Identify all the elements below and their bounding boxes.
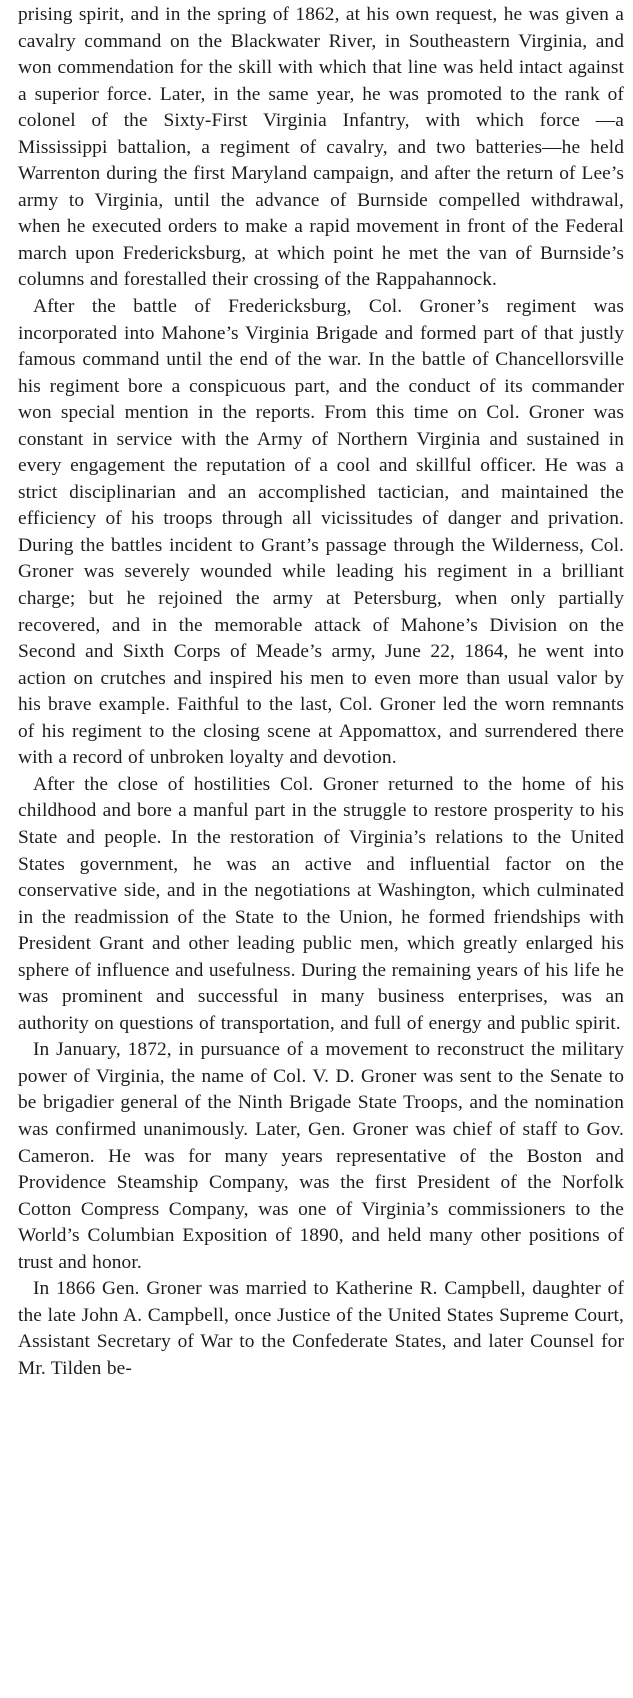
- paragraph-continuation: prising spirit, and in the spring of 1862, at his own request, he was given a cavalry command on the Blackwater River, in Southeastern Virginia, and won commendation for the skill with which that line was held intact against a superior force. Later, in the same year, he was promoted to the rank of colonel of the Sixty-First Virginia Infantry, with which force —a Mississippi battalion, a regiment of cavalry, and two batteries—he held Warrenton during the first Maryland campaign, and after the return of Lee’s army to Virginia, until the advance of Burnside compelled withdrawal, when he executed orders to make a rapid movement in front of the Federal march upon Fredericksburg, at which point he met the van of Burnside’s columns and forestalled their crossing of the Rappahannock.: [18, 4, 624, 291]
- paragraph-fredericksburg: After the battle of Fredericksburg, Col. Groner’s regiment was incorporated into Mahone’s Virginia Brigade and formed part of that justly famous command until the end of the war. In the battle of Chancellorsville his regiment bore a conspicuous part, and the conduct of its commander won special mention in the reports. From this time on Col. Groner was constant in service with the Army of Northern Virginia and sustained in every engagement the reputation of a cool and skillful officer. He was a strict disciplinarian and an accomplished tactician, and maintained the efficiency of his troops through all vicissitudes of danger and privation. During the battles incident to Grant’s passage through the Wilderness, Col. Groner was severely wounded while leading his regiment in a brilliant charge; but he rejoined the army at Petersburg, when only partially recovered, and in the memorable attack of Mahone’s Division on the Second and Sixth Corps of Meade’s army, June 22, 1864, he went into action on crutches and inspired his men to even more than usual valor by his brave example. Faithful to the last, Col. Groner led the worn remnants of his regiment to the closing scene at Appomattox, and surrendered there with a record of unbroken loyalty and devotion.: [18, 296, 624, 769]
- paragraph-marriage: In 1866 Gen. Groner was married to Katherine R. Campbell, daughter of the late John A. Campbell, once Justice of the United States Supreme Court, Assistant Secretary of War to the Confederate States, and later Counsel for Mr. Tilden be-: [18, 1278, 624, 1379]
- paragraph-1872-brigadier: In January, 1872, in pursuance of a movement to reconstruct the military power of Virginia, the name of Col. V. D. Groner was sent to the Senate to be brigadier general of the Ninth Brigade State Troops, and the nomination was confirmed unanimously. Later, Gen. Groner was chief of staff to Gov. Cameron. He was for many years representative of the Boston and Providence Steamship Company, was the first President of the Norfolk Cotton Compress Company, was one of Virginia’s commissioners to the World’s Columbian Exposition of 1890, and held many other positions of trust and honor.: [18, 1039, 624, 1273]
- paragraph-after-hostilities: After the close of hostilities Col. Groner returned to the home of his childhood and bore a manful part in the struggle to restore prosperity to his State and people. In the restoration of Virginia’s relations to the United States government, he was an active and influential factor on the conservative side, and in the negotiations at Washington, which culminated in the readmission of the State to the Union, he formed friendships with President Grant and other leading public men, which greatly enlarged his sphere of influence and usefulness. During the remaining years of his life he was prominent and successful in many business enterprises, was an authority on questions of transportation, and full of energy and public spirit.: [18, 773, 624, 1034]
